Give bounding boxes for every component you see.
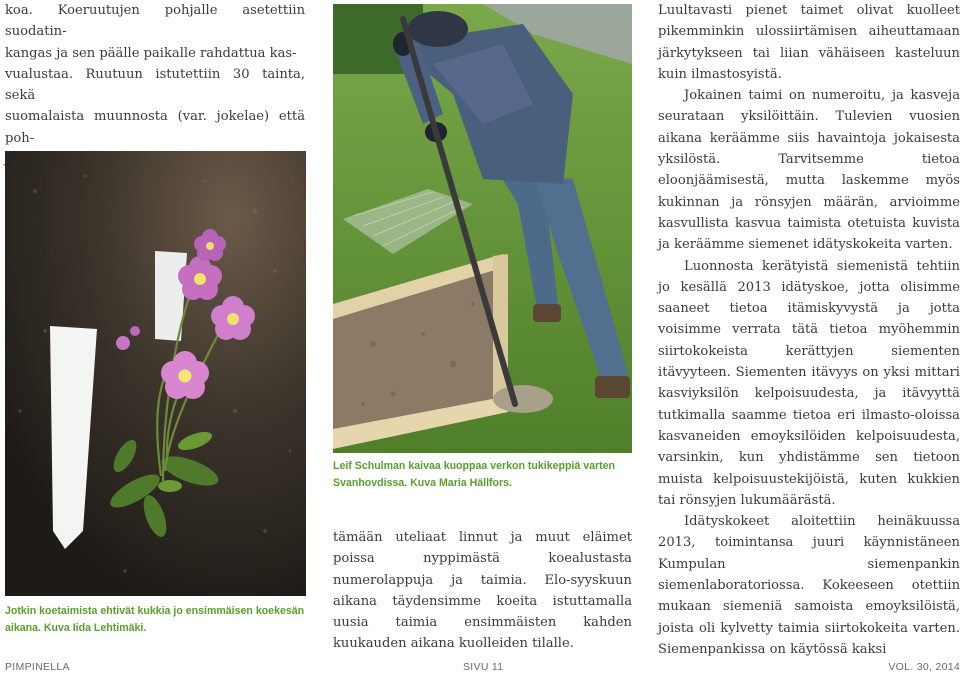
page-footer bbox=[0, 660, 960, 675]
text-line: suomalaista muunnosta (var. jokelae) että poh- bbox=[5, 109, 305, 146]
text-line: vualustaa. Ruutuun istutettiin 30 tainta, sekä bbox=[5, 66, 305, 104]
column-3-text bbox=[658, 0, 960, 660]
digging-photo bbox=[333, 4, 632, 453]
primula-photo bbox=[5, 151, 306, 596]
text-line: kangas ja sen päälle paikalle rahdattua kas- bbox=[5, 45, 297, 61]
paragraph: Luonnosta kerätyistä siemenistä tehtiin jo kesällä 2013 idätyskoe, jotta olisimme saaneet tietoa itämiskyvystä ja jotta voisimme verrata tätä tietoa myöhemmin siirtokokeista kerättyjen siementen itävyyteen. Siementen itävyys on yksi mittari kasviyksilön kelpoisuudesta, ja itävyyttä tutkimalla saamme tietoa eri ilmasto-oloissa kasvaneiden emoyksilöiden kelpoisuudesta, varsinkin, kun yhdistämme sen tietoon muista kelpoisuustekijöistä, kuten kukkien tai rönsyjen lukumäärästä. bbox=[658, 258, 960, 508]
paragraph: Idätyskokeet aloitettiin heinäkuussa 2013, toimintansa juuri käynnistäneen Kumpulan siemenpankin siemenlaboratoriossa. Kokeeseen otettiin mukaan siemeniä samoista emoyksilöistä, joista oli kylvetty taimia siirtokokeita varten. Siemenpankissa on käytössä kaksi bbox=[658, 514, 960, 657]
primula-photo-illustration bbox=[5, 151, 306, 596]
footer-page-number: SIVU 11 bbox=[463, 661, 504, 673]
paragraph: Luultavasti pienet taimet olivat kuolleet pikemminkin ulossiirtämisen aiheuttamaan järkytykseen tai liian vähäiseen kasteluun kuin ilmastosyistä. bbox=[658, 3, 960, 82]
text-line: koa. Koeruutujen pohjalle asetettiin suodatin- bbox=[5, 3, 305, 40]
column-2-text: tämään uteliaat linnut ja muut eläimet poissa nyppimästä koealustasta numerolappuja ja taimia. Elo-syyskuun aikana täydensimme koeita istuttamalla uusia taimia ensimmäisten kahden kuukauden aikana kuolleiden tilalle. bbox=[333, 530, 632, 652]
digging-photo-illustration bbox=[333, 4, 632, 453]
footer-volume: VOL. 30, 2014 bbox=[888, 661, 960, 673]
photo-caption-2: Leif Schulman kaivaa kuoppaa verkon tukikeppiä varten Svanhovdissa. Kuva Maria Hällfors. bbox=[333, 460, 616, 489]
photo-caption-1: Jotkin koetaimista ehtivät kukkia jo ensimmäisen koekesän aikana. Kuva Iida Lehtimäki. bbox=[5, 605, 305, 634]
paragraph: Jokainen taimi on numeroitu, ja kasveja seurataan yksilöittäin. Tulevien vuosien aikana keräämme siis havaintoja jokaisesta yksilöstä. Tarvitsemme tietoa eloonjäämisestä, mutta laskemme myös kukinnan ja rönsyjen määrän, arvioimme kasvullista kasvua taimista otetuista kuvista ja keräämme siemenet idätyskokeita varten. bbox=[658, 88, 960, 253]
footer-journal-name: PIMPINELLA bbox=[5, 661, 70, 673]
